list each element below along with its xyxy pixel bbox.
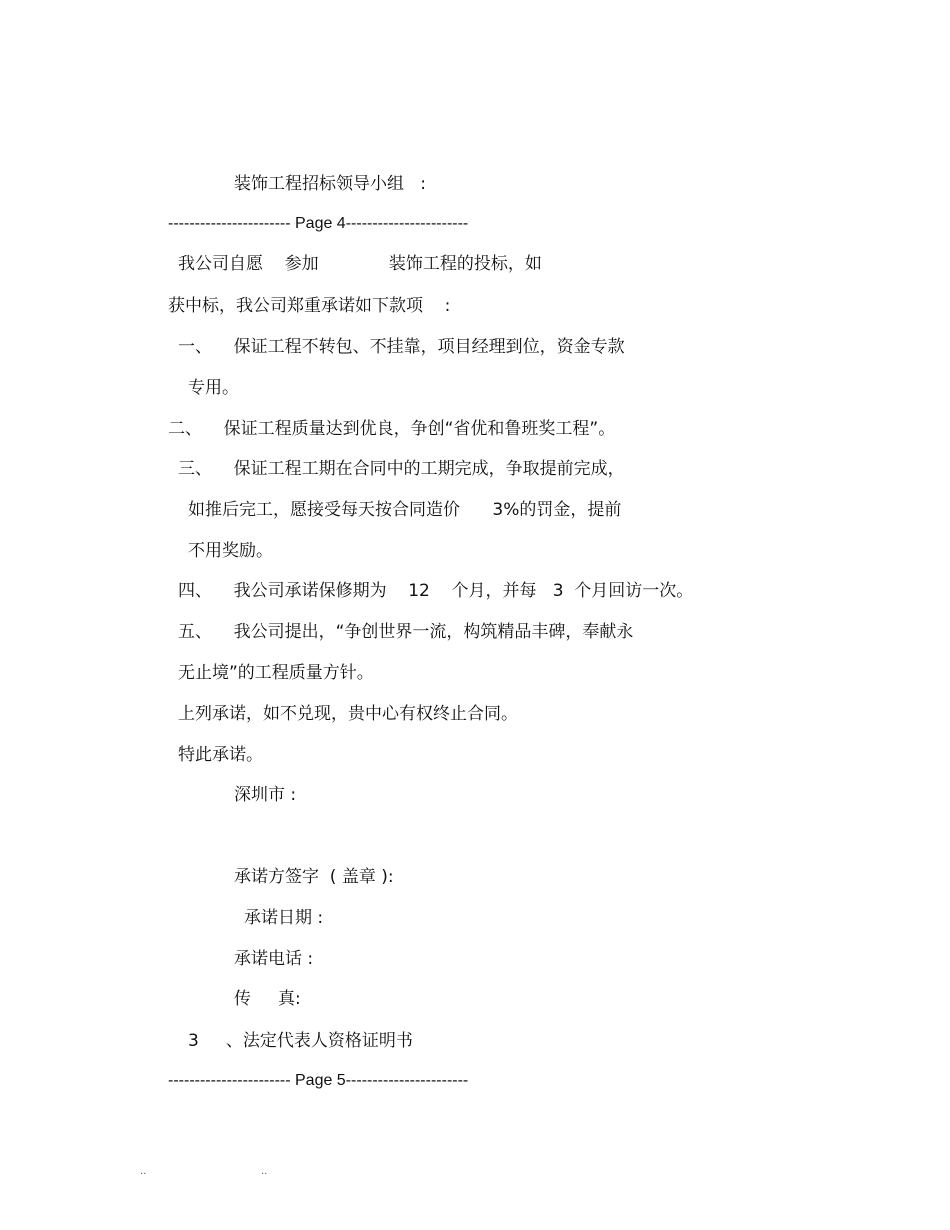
fax-field: 传 真: (234, 989, 301, 1009)
item-1-line-b: 专用。 (188, 378, 239, 398)
item-3-line-b: 如推后完工，愿接受每天按合同造价 3%的罚金，提前 (188, 500, 622, 520)
phone-field: 承诺电话 : (234, 949, 314, 969)
footer-dots-left: .. (140, 1166, 147, 1177)
city-field: 深圳市 : (234, 785, 297, 805)
intro-line-1: 我公司自愿 参加 装饰工程的投标，如 (178, 254, 542, 274)
section-3-heading: 3 、法定代表人资格证明书 (188, 1031, 413, 1051)
intro-line-2: 获中标，我公司郑重承诺如下款项 : (168, 296, 451, 316)
item-2-line: 二、 保证工程质量达到优良，争创“省优和鲁班奖工程”。 (168, 419, 616, 439)
item-1-line-a: 一、 保证工程不转包、不挂靠，项目经理到位，资金专款 (178, 337, 625, 357)
item-3-line-c: 不用奖励。 (188, 541, 273, 561)
page-separator-4: ----------------------- Page 4----------------------- (168, 215, 469, 232)
item-3-line-a: 三、 保证工程工期在合同中的工期完成，争取提前完成， (178, 459, 625, 479)
signatory-field: 承诺方签字 ( 盖章 ): (234, 867, 394, 887)
closing-line-1: 上列承诺，如不兑现，贵中心有权终止合同。 (178, 704, 518, 724)
item-5-line-b: 无止境”的工程质量方针。 (178, 663, 374, 683)
footer-dots-right: .. (261, 1166, 268, 1177)
date-field: 承诺日期 : (244, 908, 324, 928)
item-5-line-a: 五、 我公司提出，“争创世界一流，构筑精品丰碑，奉献永 (178, 622, 634, 642)
closing-line-2: 特此承诺。 (178, 745, 263, 765)
page-separator-5: ----------------------- Page 5----------------------- (168, 1072, 469, 1089)
item-4-line: 四、 我公司承诺保修期为 12 个月，并每 3 个月回访一次。 (178, 581, 694, 601)
addressee-line: 装饰工程招标领导小组 : (234, 174, 426, 194)
